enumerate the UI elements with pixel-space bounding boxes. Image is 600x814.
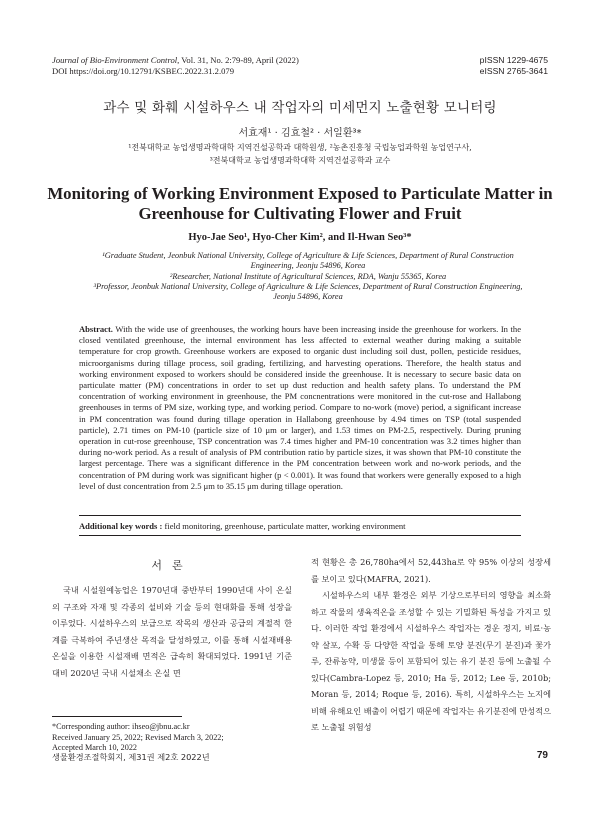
english-affiliation-2: ²Researcher, National Institute of Agricultural Sciences, RDA, Wanju 55365, Korea: [169, 271, 447, 281]
keywords: [79, 521, 521, 531]
keywords-rule-top: [79, 515, 521, 516]
korean-authors: 서효재¹ · 김효철² · 서일환³*: [238, 128, 362, 139]
doi-link[interactable]: DOI https://doi.org/10.12791/KSBEC.2022.31.2.079: [52, 65, 234, 76]
english-title-line-1: Monitoring of Working Environment Exposed to Particulate Matter in: [47, 184, 553, 203]
intro-left-column: [52, 557, 292, 681]
intro-right-column: [311, 554, 551, 736]
footnote: [52, 722, 292, 754]
korean-affiliation-1: ¹전북대학교 농업생명과학대학 지역건설공학과 대학원생, ²농촌진흥청 국립농업과학원 농업연구사,: [128, 143, 472, 152]
intro-paragraph-1-cont: 적 현황은 총 26,780ha에서 52,443ha로 약 95% 이상의 성장세를 보이고 있다(MAFRA, 2021).: [311, 557, 551, 584]
abstract: [79, 324, 521, 492]
keywords-text: field monitoring, greenhouse, particulate matter, working environment: [162, 521, 406, 531]
english-affiliation-1: ¹Graduate Student, Jeonbuk National University, College of Agriculture & Life Sciences, Department of Rural Construction Engineering, Jeonju 54896, Korea: [102, 251, 514, 271]
english-affiliation-3: ³Professor, Jeonbuk National University, College of Agriculture & Life Sciences, Department of Rural Construction Engineering, Jeonju 54896, Korea: [93, 281, 523, 302]
abstract-text: With the wide use of greenhouses, the working hours have been increasing inside the greenhouse for workers. In the closed ventilated greenhouse, the internal environment has less affected to external weather during making a suitable temperature for crop growth. Greenhouse workers are exposed to organic dust including soil dust, pollen, pesticide residues, microorganisms during tillage process, soil grading, fertilizing, and harvesting operations. Therefore, the health status and working environment exposed to workers should be considered inside the greenhouse. It is necessary to secure basic data on particulate matter (PM) concentrations in order to set up dust reduction and health safety plans. To understand the PM concentration of working environment in greenhouse, the PM concnentrations were monitored in the cut-rose and Hallabong greenhouses in terms of PM size, working type, and working period. Compare to no-work (move) period, a significant increase in PM concentration was found during tillage operation in Hallabong greenhouse by 4.94 times on TSP (total suspended particle), 2.71 times on PM-10 (particle size of 10 μm or larger), and 1.53 times on PM-2.5, respectively. During pruning operation in cut-rose greenhouse, TSP concentration was 7.4 times higher and PM-10 concentration was 3.2 times higher than during no-work period. As a result of analysis of PM contribution ratio by particle sizes, it was shown that PM-10 constitute the largest percentage. There was a significant difference in the PM concentration between work and no-work periods, and the concentration of PM during work was significant higher (p < 0.001). It was found that workers were generally exposed to a high level of dust concentration from 2.5 μm to 35.15 μm during tillage operation.: [79, 324, 521, 491]
accepted-date: Accepted March 10, 2022: [52, 743, 138, 752]
english-title-line-2: Greenhouse for Cultivating Flower and Fruit: [138, 204, 462, 223]
english-affiliations: [88, 251, 528, 302]
korean-affiliations: [0, 141, 600, 167]
journal-name: Journal of Bio-Environment Control: [52, 55, 178, 65]
footnote-rule: [52, 716, 182, 717]
intro-paragraph-1: 국내 시설원예농업은 1970년대 중반부터 1990년대 사이 온실의 구조와 자재 및 각종의 설비와 기술 등의 현대화를 통해 성장을 이루었다. 시설하우스의 보급으로 작목의 생산과 공급의 계절적 한계를 극복하여 주년생산 목적을 달성하였고, 이를 통해 시설재배용 온실을 이용한 시설재배 면적은 급속히 확대되었다. 1991년 기준 대비 2020년 국내 시설채소 온실 면: [52, 585, 292, 678]
section-title: 서론: [151, 559, 193, 572]
issn-block: [480, 55, 548, 77]
keywords-rule-bottom: [79, 535, 521, 536]
corresponding-author: *Corresponding author: ihseo@jbnu.ac.kr: [52, 722, 190, 731]
journal-citation: , Vol. 31, No. 2:79-89, April (2022): [177, 55, 299, 65]
eissn: eISSN 2765-3641: [479, 65, 548, 76]
korean-affiliation-2: ³전북대학교 농업생명과학대학 지역건설공학과 교수: [209, 156, 391, 165]
korean-title: 과수 및 화훼 시설하우스 내 작업자의 미세먼지 노출현황 모니터링: [103, 100, 497, 116]
english-authors: Hyo-Jae Seo¹, Hyo-Cher Kim², and Il-Hwan Seo³*: [188, 232, 412, 243]
pissn: pISSN 1229-4675: [479, 55, 548, 65]
footer-journal: 생물환경조절학회지, 제31권 제2호 2022년: [52, 752, 210, 762]
english-title: [0, 184, 600, 224]
page-number: 79: [536, 750, 548, 761]
abstract-label: Abstract.: [79, 324, 113, 334]
received-dates: Received January 25, 2022; Revised March 3, 2022;: [52, 732, 224, 742]
journal-header: [52, 55, 299, 77]
keywords-label: Additional key words :: [79, 521, 163, 531]
intro-paragraph-2: 시설하우스의 내부 환경은 외부 기상으로부터의 영향을 최소화하고 작물의 생육적온을 조성할 수 있는 기밀화된 특성을 가지고 있다. 이러한 작업 환경에서 시설하우스 작업자는 경운 정지, 비료·농약 살포, 수확 등 다양한 작업을 통해 토양 분진(무기 분진)과 꽃가루, 잔류농약, 미생물 등이 포함되어 있는 유기 분진 등에 노출될 수 있다(Cambra-Lopez 등, 2010; Ha 등, 2012; Lee 등, 2010b; Moran 등, 2014; Roque 등, 2016). 특히, 시설하우스는 노지에 비해 유해요인 배출이 어렵기 때문에 작업자는 유기분진에 만성적으로 노출될 위험성: [311, 590, 551, 732]
